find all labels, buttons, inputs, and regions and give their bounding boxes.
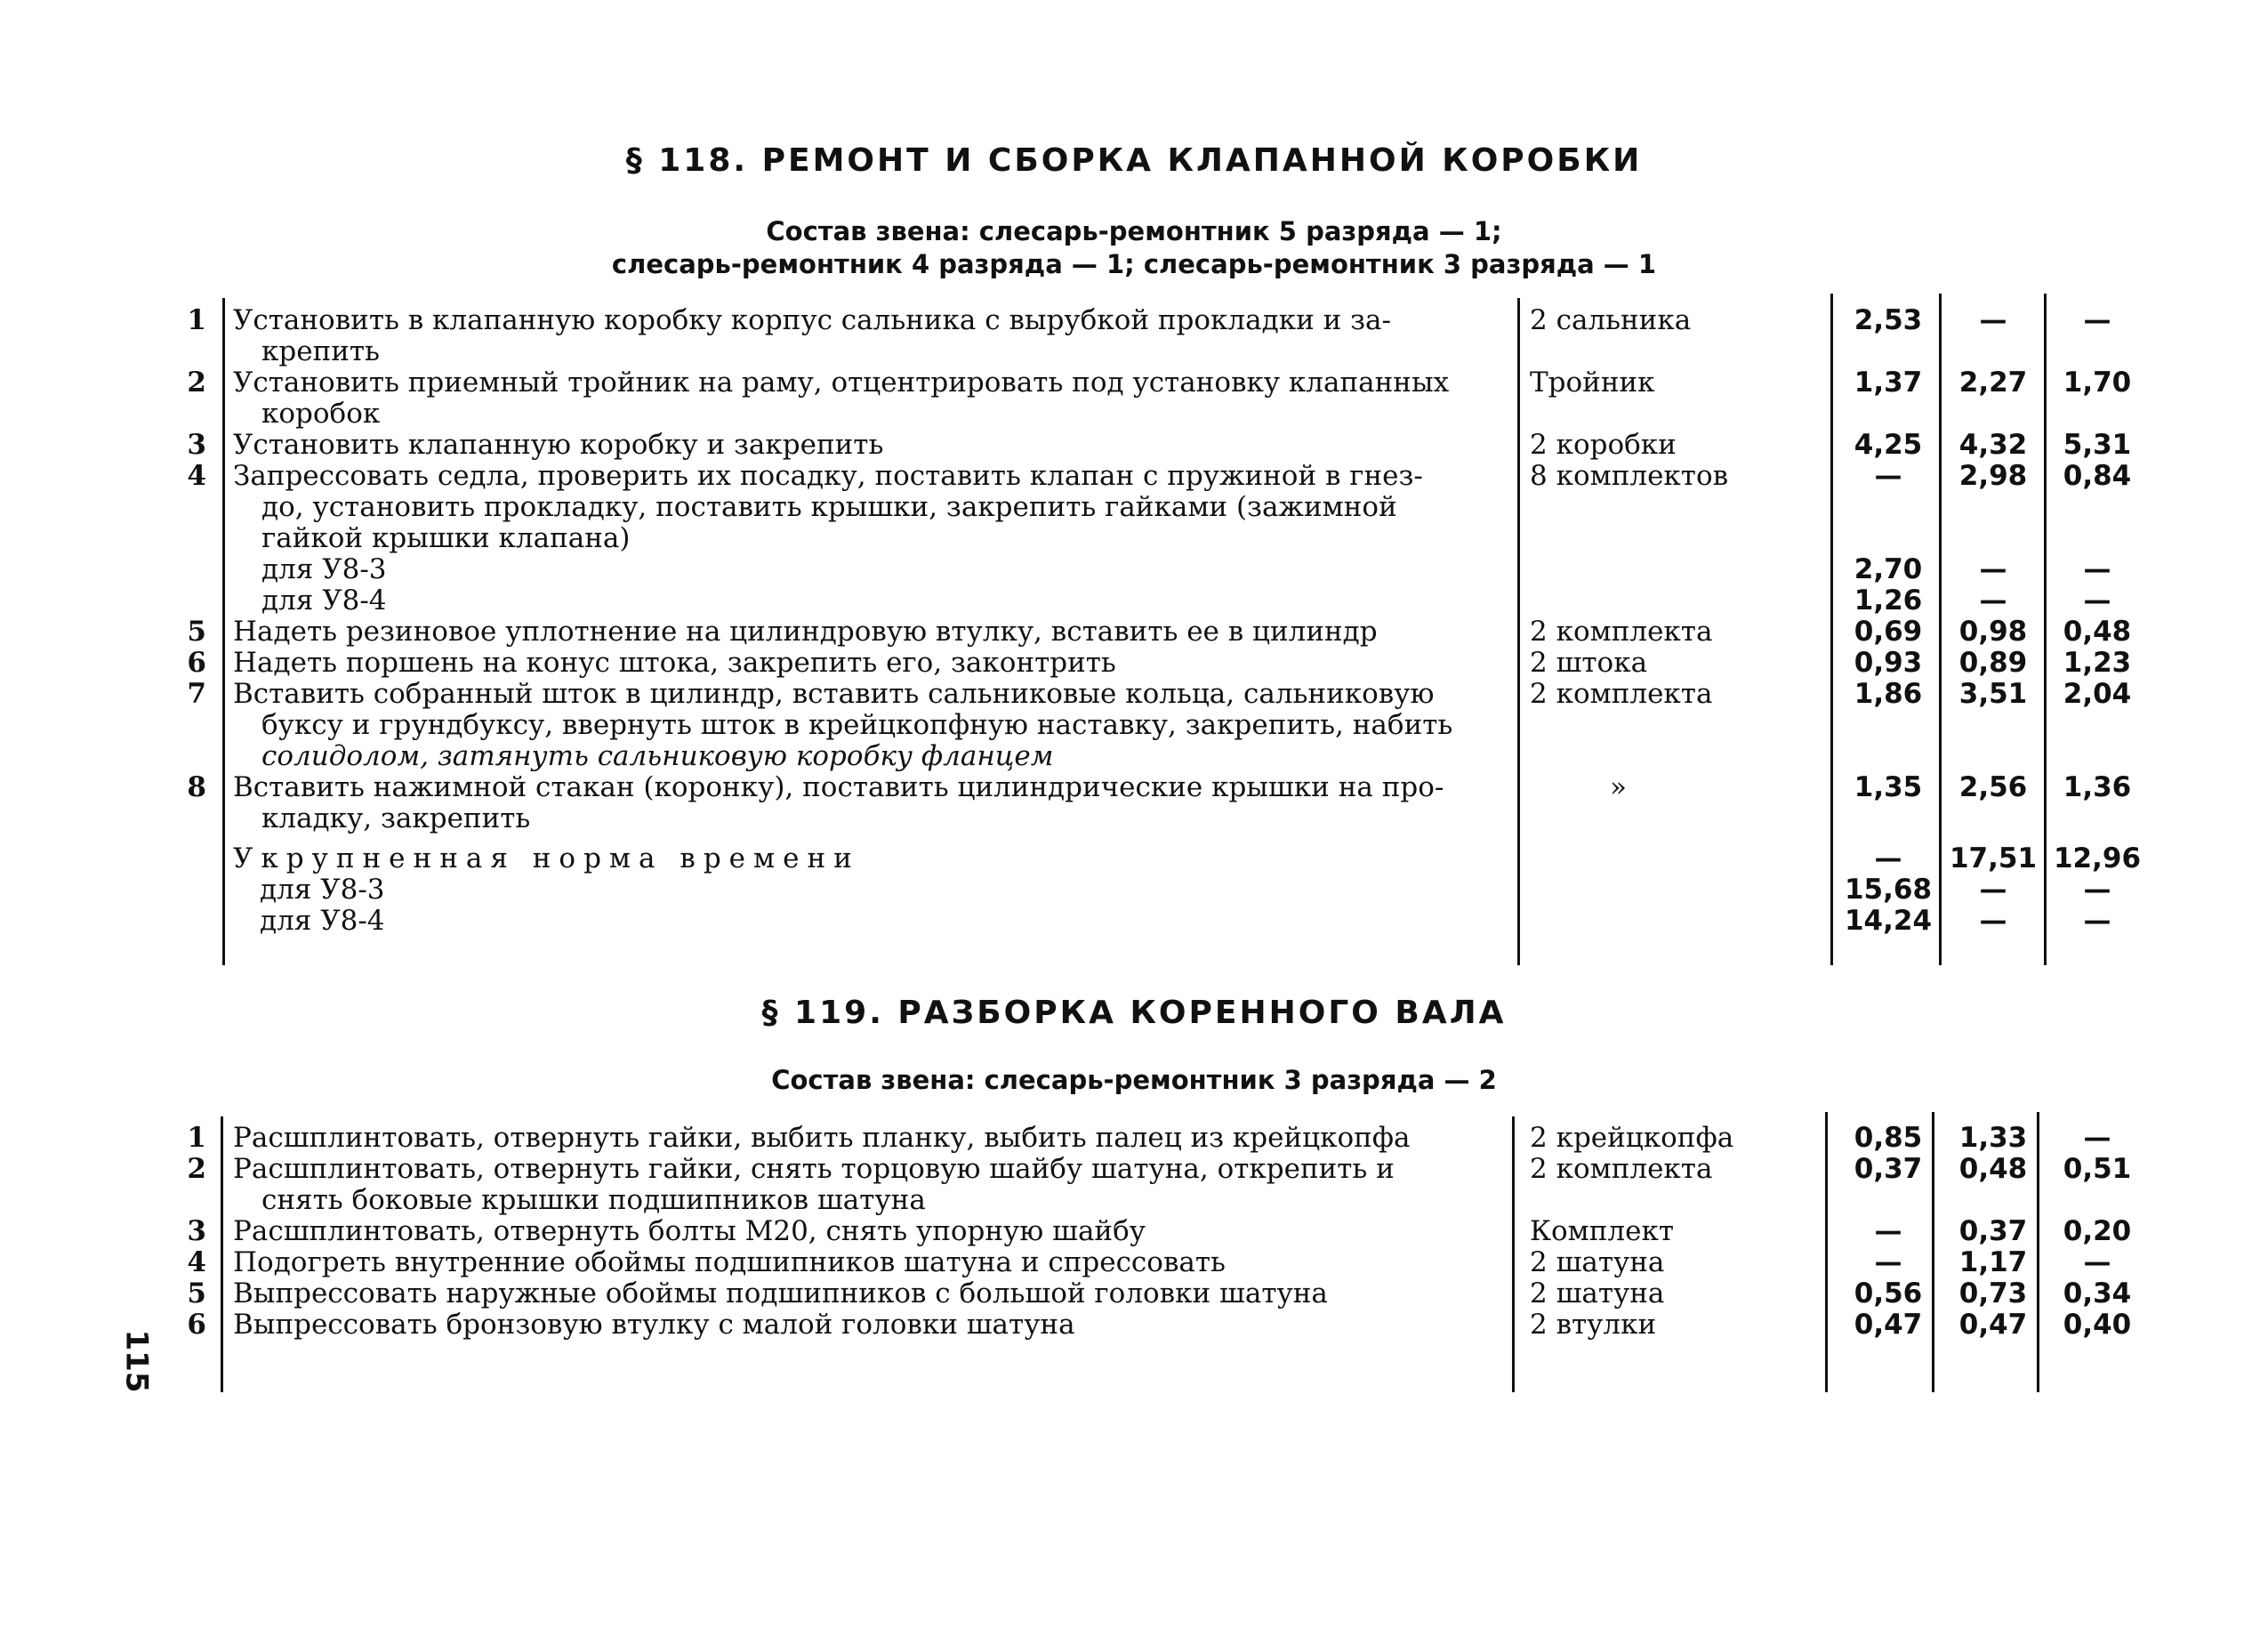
total-sub-label: для У8-3 <box>260 874 385 906</box>
description-line: Установить в клапанную коробку корпус сальника с вырубкой прокладки и за- <box>233 304 1391 336</box>
row-number: 4 <box>187 460 206 492</box>
norm-value-v2: 0,48 <box>1958 1153 2028 1185</box>
row-measure-unit: 2 сальника <box>1530 304 1692 336</box>
row-description <box>233 1123 1505 1154</box>
row-measure-unit: 2 комплекта <box>1530 1153 1713 1185</box>
description-line: Вставить собранный шток в цилиндр, вставить сальниковые кольца, сальниковую <box>233 678 1435 710</box>
row-number: 5 <box>187 1277 206 1310</box>
row-description <box>233 1247 1505 1278</box>
row-number: 6 <box>187 647 206 679</box>
row-description <box>233 430 1505 461</box>
row-description <box>233 1310 1505 1341</box>
norm-value-v2: 4,32 <box>1958 429 2028 461</box>
norm-value-v3: 0,51 <box>2063 1153 2132 1185</box>
norm-value-v3: 0,34 <box>2063 1277 2132 1310</box>
column-rule <box>1517 298 1520 965</box>
total-value-v1: — <box>1874 842 1902 874</box>
row-measure-unit: 2 крейцкопфа <box>1530 1122 1734 1154</box>
row-measure-unit: Тройник <box>1530 367 1655 399</box>
description-line: Расшплинтовать, отвернуть гайки, выбить планку, выбить палец из крейцкопфа <box>233 1122 1411 1154</box>
norm-value-v2: 0,47 <box>1958 1309 2028 1341</box>
description-line: Запрессовать седла, проверить их посадку, поставить клапан с пружиной в гнез- <box>233 460 1423 492</box>
row-measure-unit: 2 втулки <box>1530 1309 1657 1341</box>
description-line: снять боковые крышки подшипников шатуна <box>261 1184 926 1216</box>
description-line: Надеть резиновое уплотнение на цилиндровую втулку, вставить ее в цилиндр <box>233 616 1378 648</box>
norm-value-v1: 2,70 <box>1854 553 1923 585</box>
norm-value-v1: 1,35 <box>1854 771 1923 803</box>
norm-value-v1: — <box>1874 460 1902 492</box>
row-measure-unit: 2 комплекта <box>1530 678 1713 710</box>
norm-value-v3: 1,23 <box>2063 647 2132 679</box>
row-measure-unit: 8 комплектов <box>1530 460 1729 492</box>
row-measure-unit: 2 штока <box>1530 647 1648 679</box>
row-description <box>233 585 1505 616</box>
section-119-title: § 119. РАЗБОРКА КОРЕННОГО ВАЛА <box>761 995 1507 1031</box>
norm-value-v1: 1,86 <box>1854 678 1923 710</box>
norm-value-v3: 0,40 <box>2063 1309 2132 1341</box>
row-number: 2 <box>187 1153 206 1185</box>
column-rule <box>2044 294 2047 965</box>
row-measure-unit: 2 шатуна <box>1530 1277 1665 1310</box>
row-description <box>233 367 1505 430</box>
description-line: гайкой крышки клапана) <box>261 522 631 554</box>
row-measure-unit: Комплект <box>1530 1215 1674 1247</box>
description-line: Выпрессовать бронзовую втулку с малой головки шатуна <box>233 1309 1075 1341</box>
section-119-crew-line1: Состав звена: слесарь-ремонтник 3 разряда — 2 <box>771 1065 1497 1095</box>
row-number: 6 <box>187 1309 206 1341</box>
row-description <box>233 305 1505 367</box>
row-measure-unit: 2 шатуна <box>1530 1246 1665 1278</box>
row-description <box>233 461 1505 554</box>
total-value-v2: 17,51 <box>1949 842 2038 874</box>
description-line: Расшплинтовать, отвернуть гайки, снять торцовую шайбу шатуна, открепить и <box>233 1153 1395 1185</box>
norm-value-v1: 0,93 <box>1854 647 1923 679</box>
norm-value-v2: 1,17 <box>1958 1246 2028 1278</box>
norm-value-v1: 0,37 <box>1854 1153 1923 1185</box>
norm-value-v1: 1,26 <box>1854 584 1923 616</box>
total-label: Укрупненная норма времени <box>233 842 860 874</box>
row-number: 8 <box>187 771 206 803</box>
row-description <box>233 616 1505 648</box>
total-sub-value-v1: 15,68 <box>1844 874 1933 906</box>
norm-value-v3: — <box>2083 584 2111 616</box>
section-118-crew-line1: Состав звена: слесарь-ремонтник 5 разряда — 1; <box>766 216 1502 246</box>
column-rule <box>1939 294 1942 965</box>
norm-value-v3: 5,31 <box>2063 429 2132 461</box>
total-sub-value-v3: — <box>2083 874 2111 906</box>
description-line: Расшплинтовать, отвернуть болты М20, снять упорную шайбу <box>233 1215 1146 1247</box>
row-measure-unit: 2 коробки <box>1530 429 1677 461</box>
row-description <box>233 1278 1505 1310</box>
norm-value-v3: 1,70 <box>2063 367 2132 399</box>
description-line: для У8-3 <box>261 553 387 585</box>
row-number: 1 <box>187 304 206 336</box>
column-rule <box>221 1116 223 1392</box>
norm-value-v3: 0,20 <box>2063 1215 2132 1247</box>
description-line: кладку, закрепить <box>261 802 531 834</box>
row-number: 1 <box>187 1122 206 1154</box>
row-number: 2 <box>187 367 206 399</box>
row-description <box>233 648 1505 679</box>
description-line: Установить клапанную коробку и закрепить <box>233 429 884 461</box>
row-number: 3 <box>187 429 206 461</box>
description-line: солидолом, затянуть сальниковую коробку фланцем <box>261 740 1054 772</box>
norm-value-v1: 0,85 <box>1854 1122 1923 1154</box>
norm-value-v3: — <box>2083 553 2111 585</box>
norm-value-v1: 1,37 <box>1854 367 1923 399</box>
norm-value-v2: 2,56 <box>1958 771 2028 803</box>
section-118-crew-line2: слесарь-ремонтник 4 разряда — 1; слесарь-ремонтник 3 разряда — 1 <box>611 249 1657 279</box>
description-line: Установить приемный тройник на раму, отцентрировать под установку клапанных <box>233 367 1450 399</box>
description-line: коробок <box>261 398 381 430</box>
norm-value-v2: 0,98 <box>1958 616 2028 648</box>
norm-value-v2: 2,27 <box>1958 367 2028 399</box>
column-rule <box>1932 1112 1934 1392</box>
norm-value-v2: — <box>1979 553 2007 585</box>
description-line: Выпрессовать наружные обоймы подшипников с большой головки шатуна <box>233 1277 1328 1310</box>
row-number: 3 <box>187 1215 206 1247</box>
norm-value-v2: — <box>1979 304 2007 336</box>
norm-value-v1: 2,53 <box>1854 304 1923 336</box>
norm-value-v2: 3,51 <box>1958 678 2028 710</box>
norm-value-v2: — <box>1979 584 2007 616</box>
total-sub-value-v2: — <box>1979 905 2007 937</box>
total-sub-label: для У8-4 <box>260 905 385 937</box>
description-line: для У8-4 <box>261 584 387 616</box>
description-line: Надеть поршень на конус штока, закрепить его, законтрить <box>233 647 1116 679</box>
row-number: 4 <box>187 1246 206 1278</box>
description-line: Вставить нажимной стакан (коронку), поставить цилиндрические крышки на про- <box>233 771 1444 803</box>
norm-value-v2: 2,98 <box>1958 460 2028 492</box>
norm-value-v3: 0,48 <box>2063 616 2132 648</box>
row-description <box>233 679 1505 772</box>
norm-value-v2: 0,73 <box>1958 1277 2028 1310</box>
norm-value-v2: 0,89 <box>1958 647 2028 679</box>
description-line: буксу и грундбуксу, ввернуть шток в крейцкопфную наставку, закрепить, набить <box>261 709 1453 741</box>
column-rule <box>222 298 225 965</box>
norm-value-v3: 1,36 <box>2063 771 2132 803</box>
norm-value-v3: — <box>2083 1122 2111 1154</box>
column-rule <box>2037 1112 2039 1392</box>
row-measure-unit: 2 комплекта <box>1530 616 1713 648</box>
total-sub-value-v1: 14,24 <box>1844 905 1933 937</box>
column-rule <box>1830 294 1833 965</box>
row-number: 7 <box>187 678 206 710</box>
page-number: 115 <box>118 1329 155 1393</box>
norm-value-v3: 0,84 <box>2063 460 2132 492</box>
norm-value-v1: — <box>1874 1246 1902 1278</box>
column-rule <box>1825 1112 1828 1392</box>
norm-value-v3: — <box>2083 1246 2111 1278</box>
row-number: 5 <box>187 616 206 648</box>
total-sub-value-v2: — <box>1979 874 2007 906</box>
row-description <box>233 1216 1505 1247</box>
row-measure-unit: » <box>1610 771 1627 803</box>
description-line: Подогреть внутренние обоймы подшипников шатуна и спрессовать <box>233 1246 1226 1278</box>
norm-value-v1: 0,69 <box>1854 616 1923 648</box>
norm-value-v2: 0,37 <box>1958 1215 2028 1247</box>
norm-value-v3: — <box>2083 304 2111 336</box>
norm-value-v1: — <box>1874 1215 1902 1247</box>
description-line: до, установить прокладку, поставить крышки, закрепить гайками (зажимной <box>261 491 1397 523</box>
row-description <box>233 772 1505 834</box>
column-rule <box>1512 1116 1515 1392</box>
norm-value-v3: 2,04 <box>2063 678 2132 710</box>
norm-value-v1: 0,56 <box>1854 1277 1923 1310</box>
description-line: крепить <box>261 335 380 367</box>
section-118-title: § 118. РЕМОНТ И СБОРКА КЛАПАННОЙ КОРОБКИ <box>625 142 1643 179</box>
total-value-v3: 12,96 <box>2053 842 2142 874</box>
norm-value-v1: 4,25 <box>1854 429 1923 461</box>
row-description <box>233 1154 1505 1216</box>
norm-value-v1: 0,47 <box>1854 1309 1923 1341</box>
row-description <box>233 554 1505 585</box>
norm-value-v2: 1,33 <box>1958 1122 2028 1154</box>
total-sub-value-v3: — <box>2083 905 2111 937</box>
